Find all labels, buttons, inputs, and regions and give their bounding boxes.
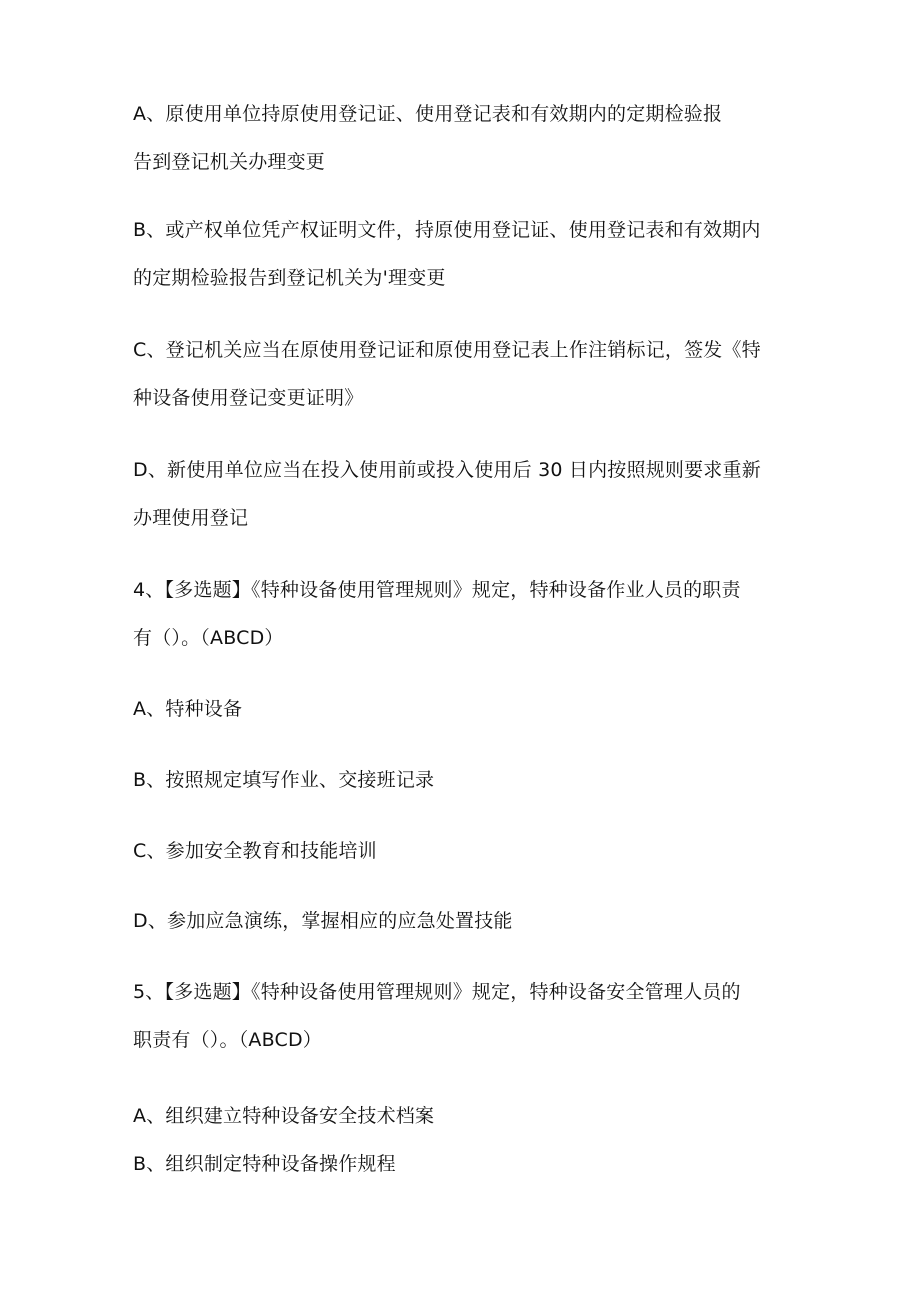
q4-option-a: A、特种设备	[133, 698, 243, 720]
question-4-line-2: 有（）。（ABCD）	[133, 627, 284, 649]
option-a-line-2: 告到登记机关办理变更	[133, 151, 326, 173]
option-b-line-2: 的定期检验报告到登记机关为'理变更	[133, 267, 446, 289]
q4-option-b: B、按照规定填写作业、交接班记录	[133, 769, 435, 791]
option-c-line-1: C、登记机关应当在原使用登记证和原使用登记表上作注销标记，签发《特	[133, 339, 761, 361]
option-d-line-2: 办理使用登记	[133, 507, 249, 529]
q4-option-d: D、参加应急演练，掌握相应的应急处置技能	[133, 910, 513, 932]
option-b-line-1: B、或产权单位凭产权证明文件，持原使用登记证、使用登记表和有效期内	[133, 219, 761, 241]
option-a-line-1: A、原使用单位持原使用登记证、使用登记表和有效期内的定期检验报	[133, 103, 723, 125]
q4-option-c: C、参加安全教育和技能培训	[133, 840, 377, 862]
q5-option-a: A、组织建立特种设备安全技术档案	[133, 1105, 435, 1127]
option-d-line-1: D、新使用单位应当在投入使用前或投入使用后 30 日内按照规则要求重新	[133, 459, 761, 481]
question-5-line-1: 5、【多选题】《特种设备使用管理规则》规定，特种设备安全管理人员的	[133, 981, 741, 1003]
option-c-line-2: 种设备使用登记变更证明》	[133, 387, 364, 409]
question-5-line-2: 职责有（）。（ABCD）	[133, 1029, 322, 1051]
question-4-line-1: 4、【多选题】《特种设备使用管理规则》规定，特种设备作业人员的职责	[133, 579, 741, 601]
q5-option-b: B、组织制定特种设备操作规程	[133, 1153, 396, 1175]
